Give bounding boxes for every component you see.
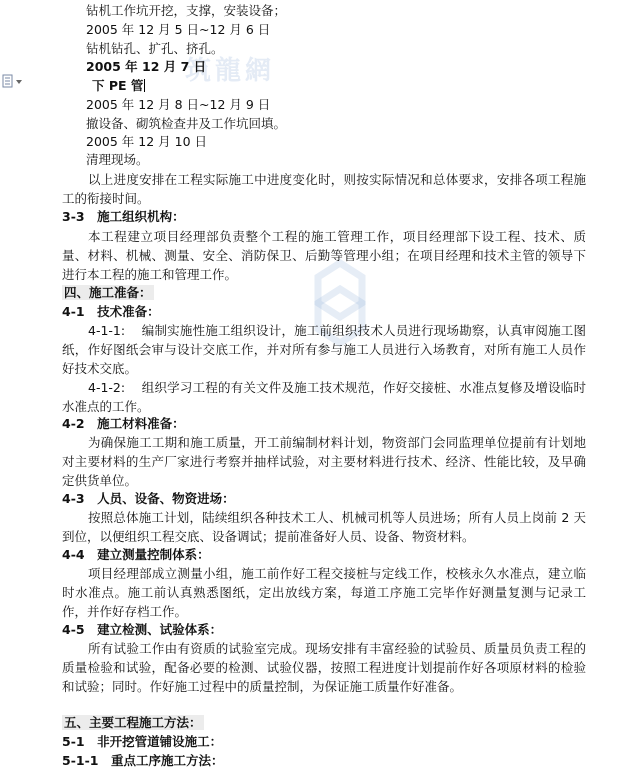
paragraph: 4-1-1: 编制实施性施工组织设计，施工前组织技术人员进行现场勘察，认真审阅施工图纸，作好图纸会审与设计交底工作，并对所有参与施工人员进行入场教育，对所有施工人员作好技术交底。: [62, 323, 586, 376]
text-cursor: [144, 79, 145, 92]
paragraph: 4-1-2: 组织学习工程的有关文件及施工技术规范，作好交接桩、水准点复修及增设临时水准点的工作。: [62, 380, 586, 414]
section-heading: 4-3 人员、设备、物资进场：: [62, 491, 235, 506]
schedule-line: 下 PE 管: [92, 78, 144, 93]
section-heading: 4-2 施工材料准备：: [62, 416, 185, 431]
section-heading: 五、主要工程施工方法：: [64, 715, 202, 730]
section-heading: 四、施工准备：: [64, 285, 152, 300]
schedule-line: 2005 年 12 月 5 日~12 月 6 日: [86, 22, 271, 37]
document-icon[interactable]: [2, 74, 24, 90]
watermark-text: 筑龍網: [185, 56, 276, 86]
schedule-line: 撤设备、砌筑检查井及工作坑回填。: [86, 116, 287, 131]
paragraph: 按照总体施工计划，陆续组织各种技术工人、机械司机等人员进场；所有人员上岗前 2 天到位，以便组织工程交底、设备调试；提前准备好人员、设备、物资材料。: [62, 510, 586, 544]
schedule-line: 2005 年 12 月 7 日: [86, 59, 207, 74]
section-heading: 5-1 非开挖管道铺设施工：: [62, 734, 223, 749]
schedule-line: 钻机钻孔、扩孔、挤孔。: [86, 41, 224, 56]
paragraph: 项目经理部成立测量小组，施工前作好工程交接桩与定线工作，校核永久水准点，建立临时水准点。施工前认真熟悉图纸，定出放线方案，每道工序施工完毕作好测量复测与记录工作，并作好存档工作。: [62, 566, 586, 619]
paragraph: 为确保施工工期和施工质量，开工前编制材料计划，物资部门会同监理单位提前有计划地对主要材料的生产厂家进行考察并抽样试验，对主要材料进行技术、经济、性能比较，及早确定供货单位。: [62, 435, 586, 488]
schedule-line: 2005 年 12 月 10 日: [86, 134, 207, 149]
schedule-line: 钻机工作坑开挖，支撑，安装设备；: [86, 3, 287, 18]
section-heading: 4-4 建立测量控制体系：: [62, 547, 210, 562]
section-heading: 4-1 技术准备：: [62, 304, 160, 319]
schedule-line: 清理现场。: [86, 152, 149, 167]
paragraph: 所有试验工作由有资质的试验室完成。现场安排有丰富经验的试验员、质量员负责工程的质量检验和试验，配备必要的检测、试验仪器，按照工程进度计划提前作好各项原材料的检验和试验；同时。作好施工过程中的质量控制，为保证施工质量作好准备。: [62, 641, 586, 694]
section-heading: 5-1-1 重点工序施工方法：: [62, 753, 224, 768]
paragraph: 本工程建立项目经理部负责整个工程的施工管理工作，项目经理部下设工程、技术、质量、材料、机械、测量、安全、消防保卫、后勤等管理小组；在项目经理和技术主管的领导下进行本工程的施工和管理工作。: [62, 229, 586, 282]
section-heading: 3-3 施工组织机构：: [62, 209, 185, 224]
schedule-line: 2005 年 12 月 8 日~12 月 9 日: [86, 97, 271, 112]
section-heading: 4-5 建立检测、试验体系：: [62, 622, 223, 637]
paragraph: 以上进度安排在工程实际施工中进度变化时，则按实际情况和总体要求，安排各项工程施工的衔接时间。: [62, 172, 586, 206]
